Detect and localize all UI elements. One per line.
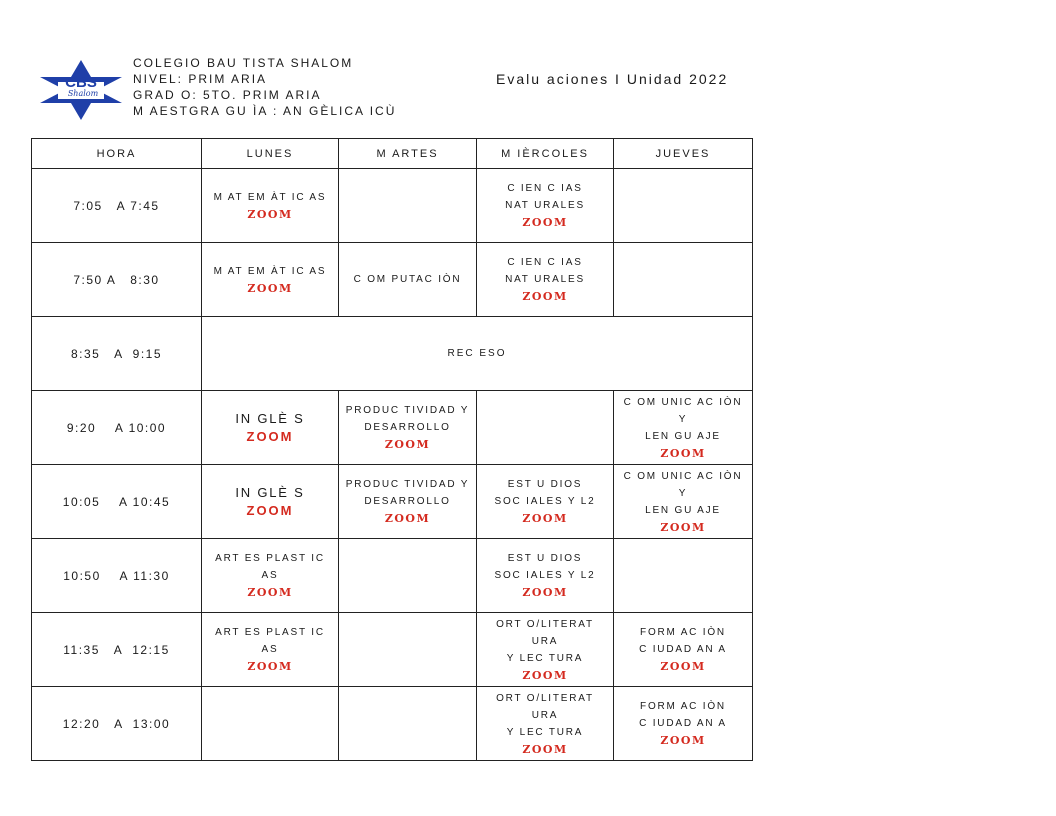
zoom-label: ZOOM [247,586,293,599]
table-row [32,687,753,761]
logo-script: Shalom [67,89,99,98]
table-row [32,613,753,687]
subject-label: C OM UNIC AC IÒN Y LEN GU AJE [623,470,743,516]
martes-cell [339,169,477,243]
jueves-cell [614,539,753,613]
lunes-cell [202,539,339,613]
miercoles-cell [477,613,614,687]
martes-cell [339,465,477,539]
subject-label: ART ES PLAST IC AS [215,627,325,655]
jueves-cell [614,169,753,243]
subject-label: IN GLÈ S [235,484,305,500]
zoom-label: ZOOM [522,290,568,303]
miercoles-cell [477,687,614,761]
martes-cell [339,613,477,687]
jueves-cell [614,687,753,761]
lunes-cell [202,391,339,465]
subject-label: ORT O/LITERAT URA Y LEC TURA [496,618,594,664]
time-cell: 12:20 A 13:00 [32,687,202,761]
subject-label: PRODUC TIVIDAD Y DESARROLLO [345,405,470,433]
miercoles-cell [477,539,614,613]
martes-cell [339,687,477,761]
col-header-miercoles: M IÈRCOLES [477,139,614,169]
jueves-cell [614,613,753,687]
zoom-label: ZOOM [384,512,431,525]
time-cell: 8:35 A 9:15 [32,317,202,391]
subject-label: PRODUC TIVIDAD Y DESARROLLO [345,479,470,507]
subject-label: ART ES PLAST IC AS [215,553,325,581]
time-cell: 9:20 A 10:00 [32,391,202,465]
school-info [133,55,396,119]
lunes-cell [202,465,339,539]
miercoles-cell [477,243,614,317]
recess-cell: REC ESO [202,317,753,391]
zoom-label: ZOOM [246,502,294,518]
subject-label: C IEN C IAS NAT URALES [505,183,585,211]
zoom-label: ZOOM [660,520,706,534]
subject-label: ORT O/LITERAT URA Y LEC TURA [496,692,594,738]
zoom-label: ZOOM [247,281,293,295]
zoom-label: ZOOM [247,207,293,221]
jueves-cell [614,243,753,317]
time-cell: 7:05 A 7:45 [32,169,202,243]
table-row [32,391,753,465]
miercoles-cell [477,169,614,243]
table-row [32,169,753,243]
subject-label: FORM AC IÒN C IUDAD AN A [639,627,727,655]
subject-label: C OM PUTAC IÒN [353,274,462,285]
subject-label: M AT EM ÀT IC AS [213,191,327,203]
col-header-martes: M ARTES [339,139,477,169]
subject-label: C OM UNIC AC IÒN Y LEN GU AJE [623,396,743,442]
time-cell: 10:05 A 10:45 [32,465,202,539]
zoom-label: ZOOM [522,668,568,682]
lunes-cell [202,169,339,243]
zoom-label: ZOOM [246,428,294,444]
lunes-cell [202,687,339,761]
subject-label: EST U DIOS SOC IALES Y L2 [494,479,596,507]
zoom-label: ZOOM [522,586,568,599]
time-cell: 11:35 A 12:15 [32,613,202,687]
grade-label: GRAD O: 5TO. PRIM ARIA [133,88,322,102]
subject-label: C IEN C IAS NAT URALES [505,257,585,285]
subject-label: EST U DIOS SOC IALES Y L2 [494,553,596,581]
martes-cell [339,539,477,613]
table-row [32,317,753,391]
zoom-label: ZOOM [522,216,568,229]
header-row [32,139,753,169]
zoom-label: ZOOM [522,742,568,756]
logo-text: CBS [65,74,97,91]
col-header-jueves: JUEVES [614,139,753,169]
teacher-label: M AESTGRA GU ÌA : AN GÈLICA ICÙ [133,104,397,118]
zoom-label: ZOOM [660,734,706,747]
zoom-label: ZOOM [660,446,706,460]
document-title: Evalu aciones I Unidad 2022 [496,71,729,87]
martes-cell [339,243,477,317]
zoom-label: ZOOM [660,660,706,673]
lunes-cell [202,613,339,687]
school-logo [40,60,122,120]
subject-label: FORM AC IÒN C IUDAD AN A [639,701,727,729]
zoom-label: ZOOM [247,660,293,673]
table-row [32,465,753,539]
level-label: NIVEL: PRIM ARIA [133,72,268,86]
subject-label: M AT EM ÀT IC AS [213,265,327,277]
schedule-table [31,138,753,761]
lunes-cell [202,243,339,317]
zoom-label: ZOOM [384,438,431,451]
jueves-cell [614,465,753,539]
col-header-hora: HORA [32,139,202,169]
martes-cell [339,391,477,465]
subject-label: IN GLÈ S [235,410,305,426]
miercoles-cell [477,465,614,539]
col-header-lunes: LUNES [202,139,339,169]
jueves-cell [614,391,753,465]
table-row [32,243,753,317]
time-cell: 7:50 A 8:30 [32,243,202,317]
zoom-label: ZOOM [522,512,568,525]
table-row [32,539,753,613]
school-name: COLEGIO BAU TISTA SHALOM [133,56,354,70]
time-cell: 10:50 A 11:30 [32,539,202,613]
miercoles-cell [477,391,614,465]
